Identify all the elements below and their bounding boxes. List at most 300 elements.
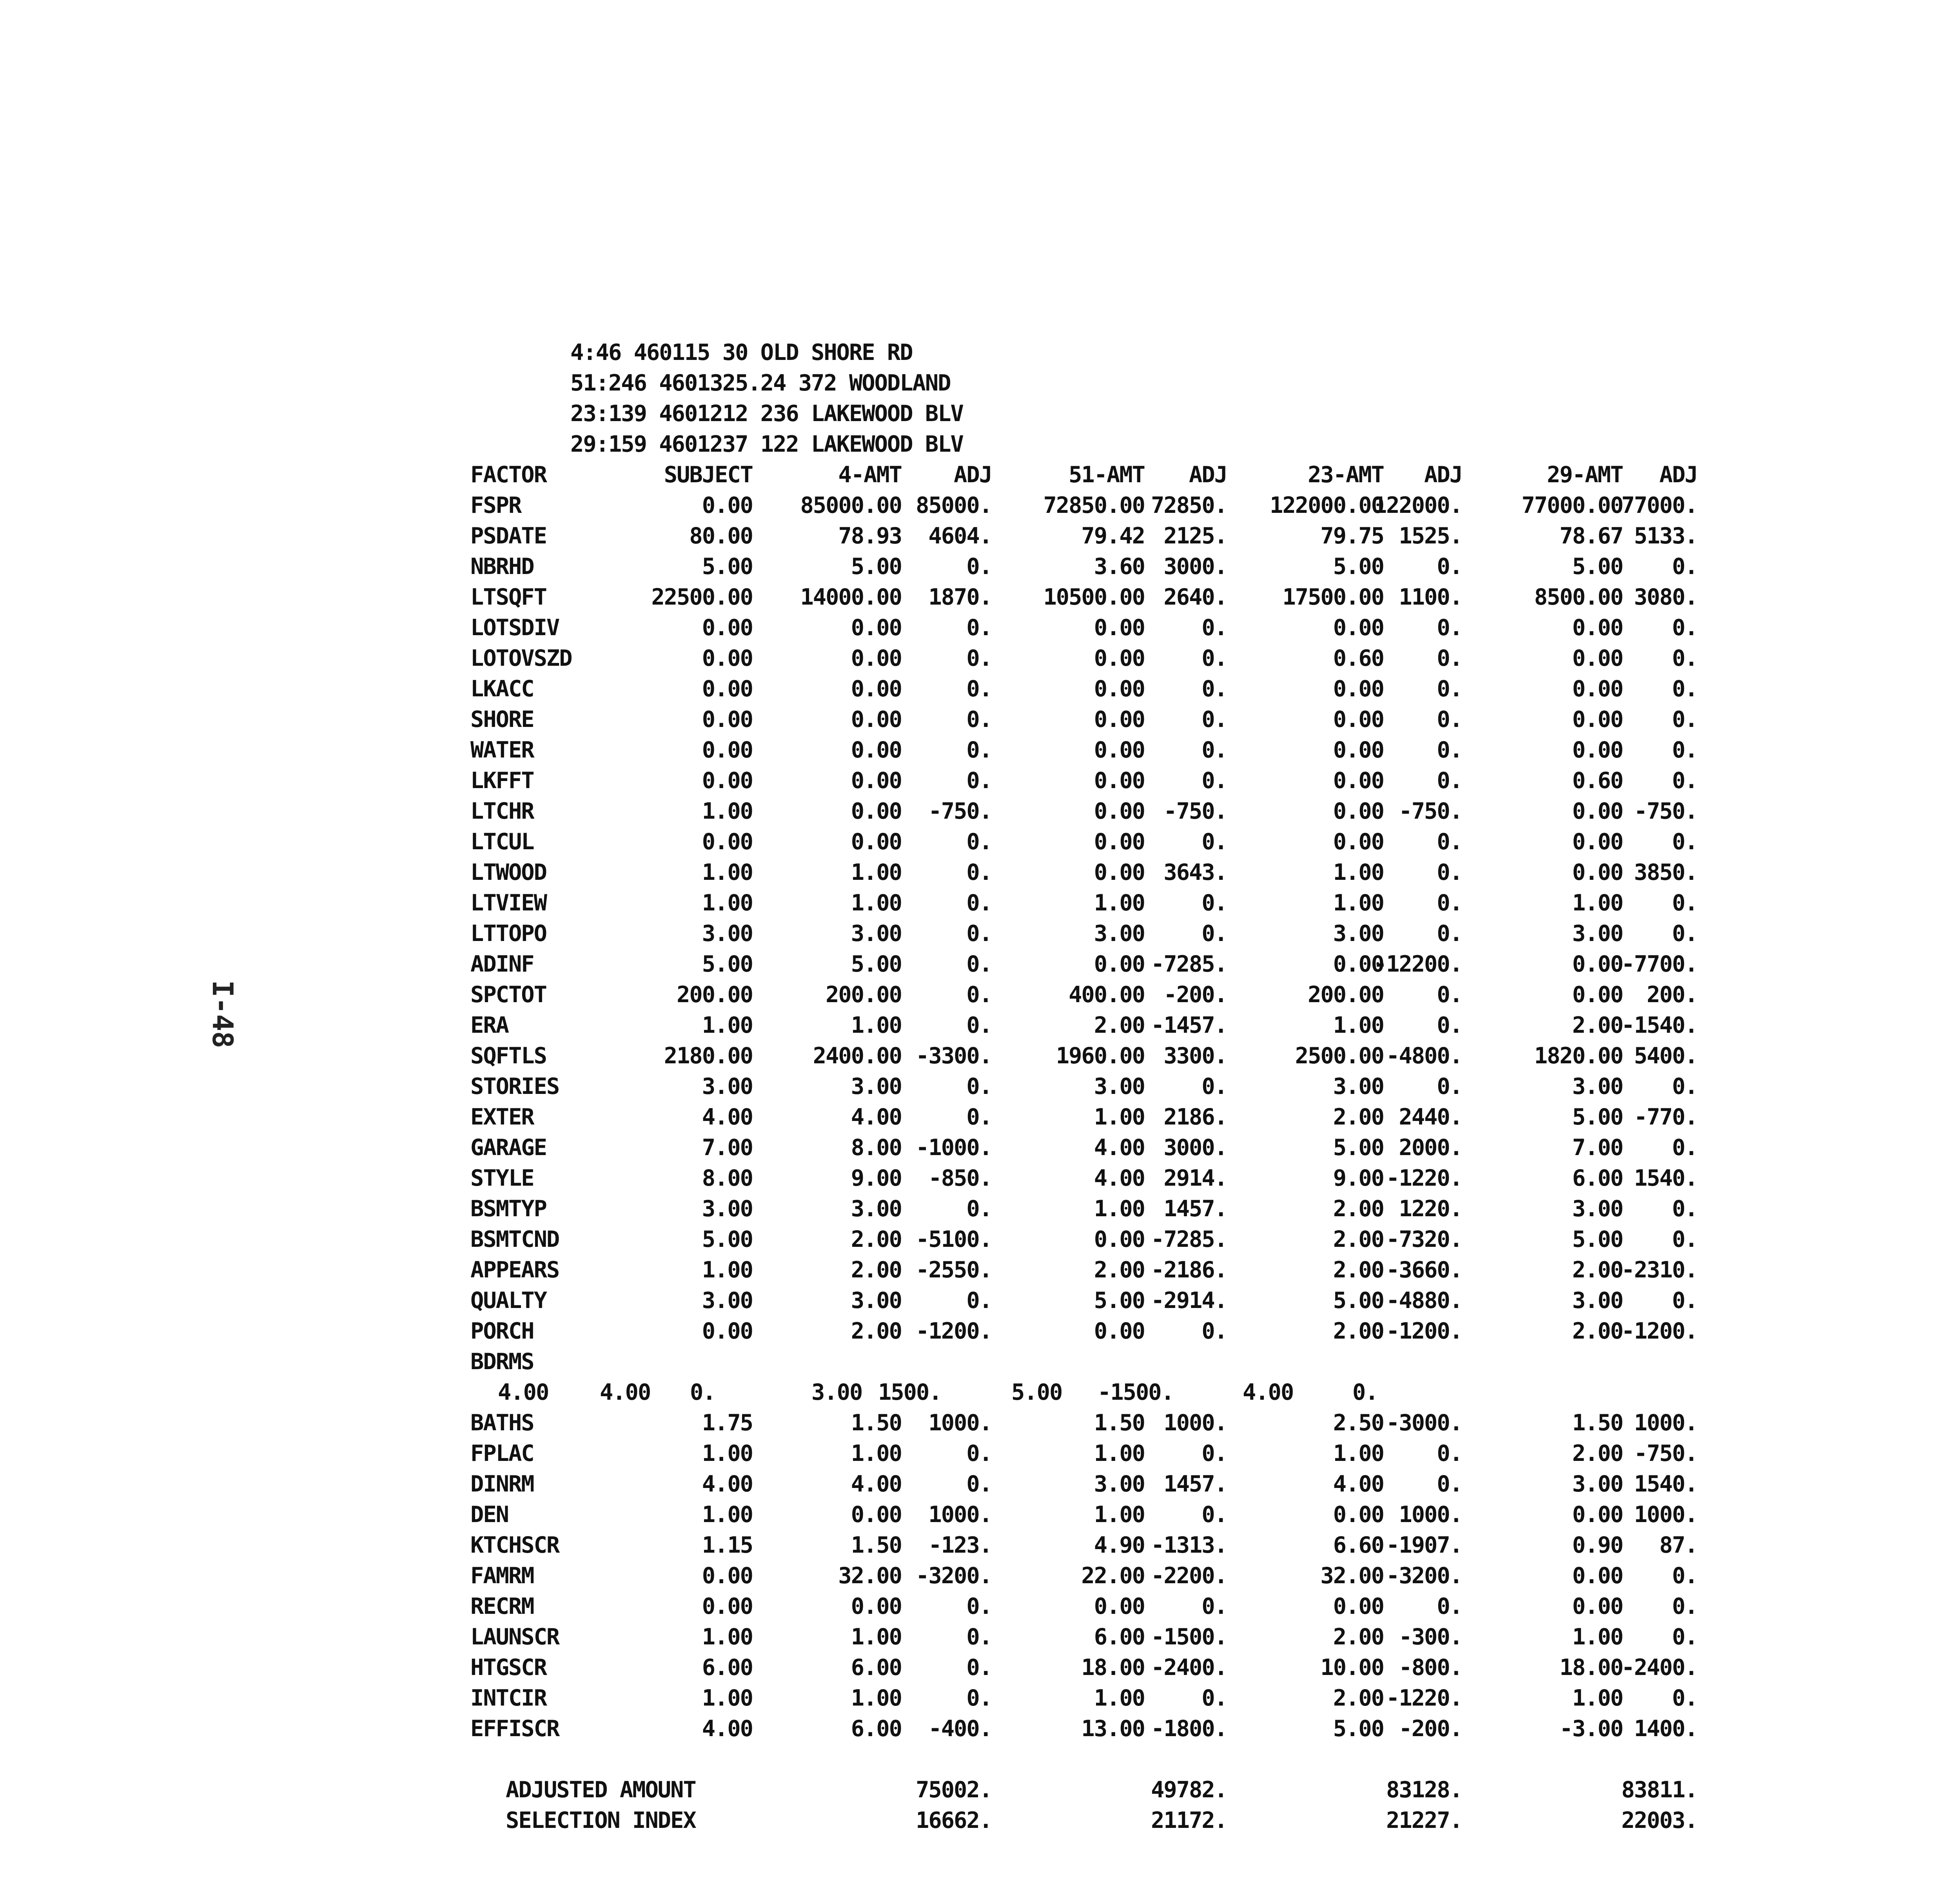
comp4-amount-cell: 1.50 (851, 1410, 902, 1436)
column-header-comp23-adjustment: ADJ (1424, 462, 1462, 488)
comp4-adjustment-cell: 0. (966, 1471, 992, 1497)
comp51-amount-cell: 0.00 (1094, 829, 1145, 855)
table-row (470, 949, 1764, 979)
comp29-adjustment-cell: 0. (1672, 1196, 1697, 1222)
comp29-amount-cell: -3.00 (1559, 1716, 1623, 1742)
comp4-amount-cell: 0.00 (851, 829, 902, 855)
comp51-adjustment-cell: -7285. (1151, 1226, 1227, 1252)
table-row (470, 1713, 1764, 1744)
comp4-amount-cell: 2.00 (851, 1318, 902, 1344)
comp51-amount-cell: 0.00 (1094, 645, 1145, 671)
factor-cell: HTGSCR (470, 1655, 546, 1680)
comp23-adjustment-cell: 1220. (1399, 1196, 1462, 1222)
table-row (470, 1560, 1764, 1591)
comp4-amount-cell: 1.00 (851, 1685, 902, 1711)
comp4-adjustment-cell: 0. (966, 1655, 992, 1680)
comp51-adjustment-cell: 2914. (1163, 1165, 1227, 1191)
comp23-adjustment-cell: -3000. (1386, 1410, 1462, 1436)
comp4-amount-cell: 8.00 (851, 1135, 902, 1161)
subject-cell: 0.00 (702, 1593, 753, 1619)
comp51-amount-cell: 0.00 (1094, 1318, 1145, 1344)
comp29-amount-cell: 0.60 (1572, 768, 1623, 794)
comp23-amount-cell: 5.00 (1333, 554, 1384, 579)
comp23-amount-cell: 4.00 (1333, 1471, 1384, 1497)
table-row (470, 1285, 1764, 1316)
totals-label: ADJUSTED AMOUNT (506, 1777, 696, 1803)
wrapped-value-cell: 5.00 (1011, 1379, 1062, 1405)
comp51-adjustment-cell: -2186. (1151, 1257, 1227, 1283)
totals-value-cell: 21227. (1386, 1808, 1462, 1833)
comp23-adjustment-cell: 0. (1437, 1593, 1462, 1619)
column-header-comp4-adjustment: ADJ (954, 462, 992, 488)
comp29-adjustment-cell: -750. (1634, 798, 1697, 824)
table-row (470, 1041, 1764, 1071)
subject-cell: 1.00 (702, 1624, 753, 1650)
comp4-adjustment-cell: -5100. (916, 1226, 992, 1252)
comp4-adjustment-cell: 1000. (928, 1410, 992, 1436)
comp29-amount-cell: 0.00 (1572, 1593, 1623, 1619)
comp23-adjustment-cell: -200. (1399, 1716, 1462, 1742)
factor-cell: LTSQFT (470, 584, 546, 610)
comp23-adjustment-cell: 0. (1437, 1012, 1462, 1038)
comp23-amount-cell: 0.00 (1333, 737, 1384, 763)
comp29-amount-cell: 3.00 (1572, 1288, 1623, 1313)
comp29-amount-cell: 0.00 (1572, 951, 1623, 977)
factor-cell: LAUNSCR (470, 1624, 559, 1650)
comp23-adjustment-cell: 0. (1437, 554, 1462, 579)
factor-cell: LKACC (470, 676, 534, 702)
comp51-amount-cell: 1960.00 (1056, 1043, 1145, 1069)
comp23-amount-cell: 3.00 (1333, 921, 1384, 946)
table-row (470, 1469, 1764, 1499)
comp51-amount-cell: 0.00 (1094, 951, 1145, 977)
table-row (470, 1132, 1764, 1163)
comp29-adjustment-cell: 87. (1659, 1532, 1697, 1558)
comp4-adjustment-cell: -2550. (916, 1257, 992, 1283)
comp4-adjustment-cell: 4604. (928, 523, 992, 549)
factor-cell: DINRM (470, 1471, 534, 1497)
comp4-amount-cell: 2.00 (851, 1257, 902, 1283)
wrapped-factor-row (470, 1346, 1764, 1377)
comparable-properties-header (470, 337, 1764, 460)
comp23-amount-cell: 1.00 (1333, 1012, 1384, 1038)
table-row (470, 1530, 1764, 1560)
column-header-comp29-amount: 29-AMT (1547, 462, 1623, 488)
subject-cell: 200.00 (677, 982, 753, 1008)
comp29-adjustment-cell: 0. (1672, 1226, 1697, 1252)
totals-value-cell: 83811. (1621, 1777, 1697, 1803)
comp51-adjustment-cell: -2400. (1151, 1655, 1227, 1680)
comp4-adjustment-cell: 0. (966, 829, 992, 855)
factor-cell: QUALTY (470, 1288, 546, 1313)
comp51-amount-cell: 1.00 (1094, 1104, 1145, 1130)
column-header-comp51-amount: 51-AMT (1069, 462, 1145, 488)
comp29-amount-cell: 3.00 (1572, 1471, 1623, 1497)
comp4-adjustment-cell: -3200. (916, 1563, 992, 1589)
subject-cell: 3.00 (702, 1288, 753, 1313)
comp29-adjustment-cell: 0. (1672, 554, 1697, 579)
comp51-amount-cell: 0.00 (1094, 615, 1145, 641)
comp51-amount-cell: 22.00 (1081, 1563, 1145, 1589)
comp4-adjustment-cell: -850. (928, 1165, 992, 1191)
comp51-adjustment-cell: 2186. (1163, 1104, 1227, 1130)
comp4-adjustment-cell: -1200. (916, 1318, 992, 1344)
comp51-adjustment-cell: 0. (1201, 768, 1227, 794)
comp51-adjustment-cell: 3300. (1163, 1043, 1227, 1069)
comp51-adjustment-cell: 0. (1201, 615, 1227, 641)
comp29-amount-cell: 2.00 (1572, 1012, 1623, 1038)
comp29-amount-cell: 3.00 (1572, 1196, 1623, 1222)
comp29-amount-cell: 2.00 (1572, 1318, 1623, 1344)
subject-cell: 2180.00 (664, 1043, 753, 1069)
subject-cell: 0.00 (702, 676, 753, 702)
subject-cell: 3.00 (702, 921, 753, 946)
comp4-adjustment-cell: 0. (966, 645, 992, 671)
comp51-adjustment-cell: 3000. (1163, 1135, 1227, 1161)
comparable-property-line: 29:159 4601237 122 LAKEWOOD BLV (570, 431, 963, 457)
subject-cell: 4.00 (702, 1716, 753, 1742)
comp51-amount-cell: 1.00 (1094, 1441, 1145, 1466)
totals-value-cell: 75002. (916, 1777, 992, 1803)
comp51-amount-cell: 4.00 (1094, 1135, 1145, 1161)
comp23-amount-cell: 0.00 (1333, 676, 1384, 702)
factor-cell: LTVIEW (470, 890, 546, 916)
comp23-amount-cell: 10.00 (1320, 1655, 1384, 1680)
comp23-adjustment-cell: 0. (1437, 829, 1462, 855)
comp4-adjustment-cell: 0. (966, 1441, 992, 1466)
comp23-amount-cell: 79.75 (1320, 523, 1384, 549)
comp4-adjustment-cell: -3300. (916, 1043, 992, 1069)
comp29-amount-cell: 6.00 (1572, 1165, 1623, 1191)
comp29-amount-cell: 1.00 (1572, 1624, 1623, 1650)
comp29-amount-cell: 3.00 (1572, 921, 1623, 946)
subject-cell: 1.00 (702, 1257, 753, 1283)
comp29-amount-cell: 0.00 (1572, 645, 1623, 671)
comp51-adjustment-cell: -1457. (1151, 1012, 1227, 1038)
comp51-adjustment-cell: 0. (1201, 1318, 1227, 1344)
table-row (470, 1224, 1764, 1255)
table-row (470, 796, 1764, 827)
comp4-adjustment-cell: 0. (966, 982, 992, 1008)
comp23-adjustment-cell: -4800. (1386, 1043, 1462, 1069)
comp29-adjustment-cell: -1540. (1621, 1012, 1697, 1038)
comp4-amount-cell: 0.00 (851, 645, 902, 671)
comparable-sales-adjustment-report (470, 337, 1764, 1836)
factor-cell: STORIES (470, 1074, 559, 1099)
comp51-adjustment-cell: 0. (1201, 1593, 1227, 1619)
factor-label: BDRMS (470, 1349, 534, 1375)
subject-cell: 1.00 (702, 1502, 753, 1528)
comp23-adjustment-cell: 2440. (1399, 1104, 1462, 1130)
comp29-adjustment-cell: -2400. (1621, 1655, 1697, 1680)
comp29-adjustment-cell: -770. (1634, 1104, 1697, 1130)
comp4-amount-cell: 1.00 (851, 1012, 902, 1038)
table-row (470, 1591, 1764, 1622)
wrapped-values-row (470, 1377, 1764, 1408)
comp23-adjustment-cell: 122000. (1373, 492, 1462, 518)
comp4-adjustment-cell: 0. (966, 859, 992, 885)
comp51-adjustment-cell: 0. (1201, 645, 1227, 671)
comp51-adjustment-cell: -200. (1163, 982, 1227, 1008)
comp29-amount-cell: 2.00 (1572, 1257, 1623, 1283)
subject-cell: 1.00 (702, 890, 753, 916)
comp4-adjustment-cell: 0. (966, 890, 992, 916)
wrapped-value-cell: 0. (1352, 1379, 1378, 1405)
comp51-adjustment-cell: -1800. (1151, 1716, 1227, 1742)
comp4-amount-cell: 1.00 (851, 1624, 902, 1650)
comp23-amount-cell: 1.00 (1333, 890, 1384, 916)
factor-cell: FAMRM (470, 1563, 534, 1589)
comp51-adjustment-cell: -2200. (1151, 1563, 1227, 1589)
totals-value-cell: 21172. (1151, 1808, 1227, 1833)
comp51-amount-cell: 3.00 (1094, 1074, 1145, 1099)
comp23-amount-cell: 2.00 (1333, 1624, 1384, 1650)
totals-value-cell: 49782. (1151, 1777, 1227, 1803)
subject-cell: 1.00 (702, 1012, 753, 1038)
comp23-adjustment-cell: 2000. (1399, 1135, 1462, 1161)
subject-cell: 4.00 (702, 1471, 753, 1497)
comp4-adjustment-cell: -400. (928, 1716, 992, 1742)
comp23-amount-cell: 5.00 (1333, 1135, 1384, 1161)
comp23-adjustment-cell: -300. (1399, 1624, 1462, 1650)
comp23-amount-cell: 200.00 (1308, 982, 1384, 1008)
column-header-comp4-amount: 4-AMT (838, 462, 902, 488)
totals-value-cell: 16662. (916, 1808, 992, 1833)
totals-value-cell: 22003. (1621, 1808, 1697, 1833)
table-row (470, 888, 1764, 918)
comp23-amount-cell: 2.50 (1333, 1410, 1384, 1436)
column-header-comp29-adjustment: ADJ (1659, 462, 1697, 488)
page-number (206, 941, 298, 1059)
factor-cell: SHORE (470, 707, 534, 732)
subject-cell: 0.00 (702, 1563, 753, 1589)
comp51-amount-cell: 5.00 (1094, 1288, 1145, 1313)
comp29-amount-cell: 7.00 (1572, 1135, 1623, 1161)
comp51-amount-cell: 79.42 (1081, 523, 1145, 549)
table-row (470, 612, 1764, 643)
table-row (470, 1194, 1764, 1224)
comp51-amount-cell: 0.00 (1094, 707, 1145, 732)
comp23-amount-cell: 2.00 (1333, 1685, 1384, 1711)
comp23-adjustment-cell: 0. (1437, 1074, 1462, 1099)
comp23-amount-cell: 0.00 (1333, 951, 1384, 977)
comp29-amount-cell: 1.00 (1572, 1685, 1623, 1711)
factor-rows-continued (470, 1408, 1764, 1744)
comp29-adjustment-cell: 0. (1672, 645, 1697, 671)
comp4-adjustment-cell: 0. (966, 1012, 992, 1038)
subject-cell: 0.00 (702, 615, 753, 641)
subject-cell: 5.00 (702, 1226, 753, 1252)
comp4-amount-cell: 1.00 (851, 1441, 902, 1466)
comp29-adjustment-cell: 1000. (1634, 1410, 1697, 1436)
comp29-adjustment-cell: 0. (1672, 1563, 1697, 1589)
comp51-adjustment-cell: 0. (1201, 1685, 1227, 1711)
totals-row (470, 1805, 1764, 1836)
comp29-adjustment-cell: 0. (1672, 676, 1697, 702)
comp29-adjustment-cell: 0. (1672, 737, 1697, 763)
comp51-adjustment-cell: 1457. (1163, 1471, 1227, 1497)
comp23-amount-cell: 0.00 (1333, 1593, 1384, 1619)
comp23-adjustment-cell: -3200. (1386, 1563, 1462, 1589)
comp29-adjustment-cell: 0. (1672, 829, 1697, 855)
factor-cell: LTCUL (470, 829, 534, 855)
comp51-adjustment-cell: 0. (1201, 676, 1227, 702)
comp29-amount-cell: 0.00 (1572, 982, 1623, 1008)
comp23-adjustment-cell: 1525. (1399, 523, 1462, 549)
comp51-adjustment-cell: 72850. (1151, 492, 1227, 518)
comp51-amount-cell: 18.00 (1081, 1655, 1145, 1680)
comp4-amount-cell: 3.00 (851, 1288, 902, 1313)
comp51-amount-cell: 0.00 (1094, 798, 1145, 824)
table-row (470, 1163, 1764, 1194)
table-row (470, 979, 1764, 1010)
comp29-adjustment-cell: 0. (1672, 768, 1697, 794)
comp23-amount-cell: 0.00 (1333, 798, 1384, 824)
comp29-adjustment-cell: 0. (1672, 1288, 1697, 1313)
comp51-amount-cell: 1.00 (1094, 890, 1145, 916)
factor-cell: FPLAC (470, 1441, 534, 1466)
comp23-amount-cell: 2500.00 (1295, 1043, 1384, 1069)
wrapped-value-cell: 0. (690, 1379, 715, 1405)
factor-cell: LOTSDIV (470, 615, 559, 641)
column-header-row (470, 460, 1764, 490)
comp4-amount-cell: 5.00 (851, 554, 902, 579)
wrapped-value-cell: -1500. (1098, 1379, 1174, 1405)
table-row (470, 521, 1764, 551)
table-row (470, 827, 1764, 857)
comp4-amount-cell: 2.00 (851, 1226, 902, 1252)
comp23-adjustment-cell: -12200. (1373, 951, 1462, 977)
comp23-adjustment-cell: 0. (1437, 707, 1462, 732)
wrapped-value-cell: 3.00 (811, 1379, 862, 1405)
comp51-amount-cell: 0.00 (1094, 859, 1145, 885)
comp23-amount-cell: 0.60 (1333, 645, 1384, 671)
comp29-amount-cell: 0.00 (1572, 829, 1623, 855)
table-row (470, 1622, 1764, 1652)
subject-cell: 1.00 (702, 1685, 753, 1711)
comp4-amount-cell: 6.00 (851, 1716, 902, 1742)
comp51-amount-cell: 72850.00 (1043, 492, 1145, 518)
comp29-adjustment-cell: 5133. (1634, 523, 1697, 549)
comp51-amount-cell: 1.00 (1094, 1196, 1145, 1222)
subject-cell: 0.00 (702, 829, 753, 855)
comp4-amount-cell: 0.00 (851, 798, 902, 824)
comp51-amount-cell: 0.00 (1094, 676, 1145, 702)
comp51-amount-cell: 6.00 (1094, 1624, 1145, 1650)
comp23-amount-cell: 1.00 (1333, 859, 1384, 885)
comp23-amount-cell: 9.00 (1333, 1165, 1384, 1191)
comp4-amount-cell: 2400.00 (813, 1043, 902, 1069)
factor-cell: LTWOOD (470, 859, 546, 885)
comp4-adjustment-cell: 1870. (928, 584, 992, 610)
factor-cell: PSDATE (470, 523, 546, 549)
comp4-amount-cell: 3.00 (851, 1196, 902, 1222)
comp29-amount-cell: 0.00 (1572, 707, 1623, 732)
table-row (470, 918, 1764, 949)
factor-cell: APPEARS (470, 1257, 559, 1283)
comp4-amount-cell: 4.00 (851, 1471, 902, 1497)
comp23-adjustment-cell: -3660. (1386, 1257, 1462, 1283)
subject-cell: 0.00 (702, 707, 753, 732)
comp29-adjustment-cell: 0. (1672, 707, 1697, 732)
comp51-adjustment-cell: 0. (1201, 1502, 1227, 1528)
comp4-amount-cell: 200.00 (826, 982, 902, 1008)
comp4-amount-cell: 6.00 (851, 1655, 902, 1680)
comp23-adjustment-cell: -800. (1399, 1655, 1462, 1680)
comp23-amount-cell: 32.00 (1320, 1563, 1384, 1589)
table-row (470, 765, 1764, 796)
comp23-amount-cell: 2.00 (1333, 1257, 1384, 1283)
comp51-adjustment-cell: 0. (1201, 829, 1227, 855)
comp4-amount-cell: 0.00 (851, 707, 902, 732)
comp29-amount-cell: 0.00 (1572, 1502, 1623, 1528)
comp29-adjustment-cell: 3850. (1634, 859, 1697, 885)
table-row (470, 1499, 1764, 1530)
comp29-adjustment-cell: -750. (1634, 1441, 1697, 1466)
totals-value-cell: 83128. (1386, 1777, 1462, 1803)
factor-cell: RECRM (470, 1593, 534, 1619)
comp51-adjustment-cell: 2640. (1163, 584, 1227, 610)
comp51-amount-cell: 4.90 (1094, 1532, 1145, 1558)
comp23-adjustment-cell: 0. (1437, 890, 1462, 916)
comp4-adjustment-cell: -123. (928, 1532, 992, 1558)
comp23-adjustment-cell: -1907. (1386, 1532, 1462, 1558)
column-header-factor: FACTOR (470, 462, 546, 488)
comp23-amount-cell: 122000.00 (1270, 492, 1384, 518)
comp4-adjustment-cell: -750. (928, 798, 992, 824)
comp51-adjustment-cell: -1500. (1151, 1624, 1227, 1650)
factor-cell: EFFISCR (470, 1716, 559, 1742)
comp51-adjustment-cell: 1457. (1163, 1196, 1227, 1222)
comp51-adjustment-cell: -1313. (1151, 1532, 1227, 1558)
factor-cell: KTCHSCR (470, 1532, 559, 1558)
comp4-adjustment-cell: 0. (966, 1288, 992, 1313)
comp23-amount-cell: 2.00 (1333, 1196, 1384, 1222)
factor-cell: STYLE (470, 1165, 534, 1191)
table-row (470, 674, 1764, 704)
factor-cell: INTCIR (470, 1685, 546, 1711)
comp4-amount-cell: 85000.00 (800, 492, 902, 518)
comp51-amount-cell: 3.60 (1094, 554, 1145, 579)
factor-cell: NBRHD (470, 554, 534, 579)
comp29-adjustment-cell: 1540. (1634, 1165, 1697, 1191)
comp23-adjustment-cell: -750. (1399, 798, 1462, 824)
comp51-adjustment-cell: -2914. (1151, 1288, 1227, 1313)
comp4-amount-cell: 3.00 (851, 1074, 902, 1099)
comp23-adjustment-cell: 1000. (1399, 1502, 1462, 1528)
comp51-amount-cell: 2.00 (1094, 1257, 1145, 1283)
comp51-adjustment-cell: 0. (1201, 921, 1227, 946)
comp23-amount-cell: 6.60 (1333, 1532, 1384, 1558)
comp29-adjustment-cell: 0. (1672, 1593, 1697, 1619)
factor-cell: BSMTYP (470, 1196, 546, 1222)
comp23-adjustment-cell: -1200. (1386, 1318, 1462, 1344)
comp29-adjustment-cell: 1000. (1634, 1502, 1697, 1528)
comp29-amount-cell: 0.00 (1572, 798, 1623, 824)
comp4-adjustment-cell: 1000. (928, 1502, 992, 1528)
comp29-amount-cell: 5.00 (1572, 1104, 1623, 1130)
comp23-amount-cell: 0.00 (1333, 615, 1384, 641)
comp29-amount-cell: 2.00 (1572, 1441, 1623, 1466)
comp4-amount-cell: 0.00 (851, 615, 902, 641)
comp4-adjustment-cell: -1000. (916, 1135, 992, 1161)
comp4-adjustment-cell: 85000. (916, 492, 992, 518)
factor-cell: GARAGE (470, 1135, 546, 1161)
comp29-adjustment-cell: 0. (1672, 1074, 1697, 1099)
subject-cell: 0.00 (702, 492, 753, 518)
comparable-property-line: 4:46 460115 30 OLD SHORE RD (570, 340, 913, 365)
comp29-adjustment-cell: -2310. (1621, 1257, 1697, 1283)
